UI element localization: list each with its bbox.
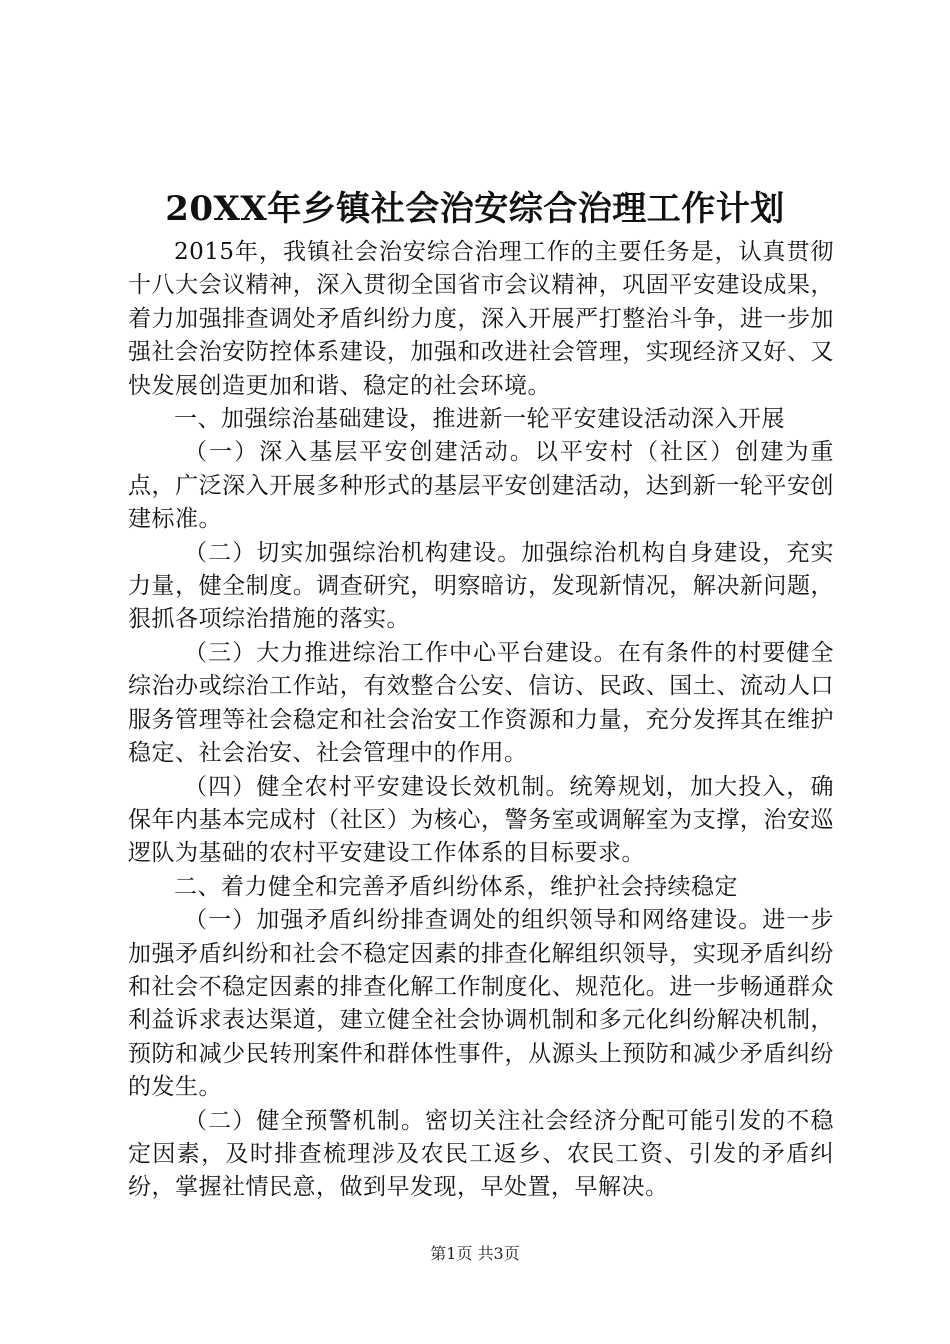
subsection-2-2: （二）健全预警机制。密切关注社会经济分配可能引发的不稳定因素，及时排查梳理涉及农民工返乡、农民工资、引发的矛盾纠纷，掌握社情民意，做到早发现，早处置，早解决。 <box>128 1107 834 1201</box>
subsection-2-1: （一）加强矛盾纠纷排查调处的组织领导和网络建设。进一步加强矛盾纠纷和社会不稳定因素的排查化解组织领导，实现矛盾纠纷和社会不稳定因素的排查化解工作制度化、规范化。进一步畅通群众利益诉求表达渠道，建立健全社会协调机制和多元化纠纷解决机制，预防和减少民转刑案件和群体性事件，从源头上预防和减少矛盾纠纷的发生。 <box>128 907 834 1101</box>
page-number: 第1页 共3页 <box>430 1244 520 1263</box>
section-heading-2: 二、着力健全和完善矛盾纠纷体系，维护社会持续稳定 <box>174 873 738 900</box>
subsection-1-3: （三）大力推进综治工作中心平台建设。在有条件的村要健全综治办或综治工作站，有效整合公安、信访、民政、国土、流动人口服务管理等社会稳定和社会治安工作资源和力量，充分发挥其在维护稳定、社会治安、社会管理中的作用。 <box>128 639 834 767</box>
document-title: 20XX年乡镇社会治安综合治理工作计划 <box>165 189 785 229</box>
subsection-1-1: （一）深入基层平安创建活动。以平安村（社区）创建为重点，广泛深入开展多种形式的基层平安创建活动，达到新一轮平安创建标准。 <box>128 439 834 533</box>
intro-paragraph: 2015年，我镇社会治安综合治理工作的主要任务是，认真贯彻十八大会议精神，深入贯彻全国省市会议精神，巩固平安建设成果，着力加强排查调处矛盾纠纷力度，深入开展严打整治斗争，进一步加强社会治安防控体系建设，加强和改进社会管理，实现经济又好、又快发展创造更加和谐、稳定的社会环境。 <box>128 239 834 399</box>
section-heading-1: 一、加强综治基础建设，推进新一轮平安建设活动深入开展 <box>174 406 785 433</box>
subsection-1-2: （二）切实加强综治机构建设。加强综治机构自身建设，充实力量，健全制度。调查研究，明察暗访，发现新情况，解决新问题，狠抓各项综治措施的落实。 <box>128 539 834 633</box>
document-body <box>128 236 834 1205</box>
subsection-1-4: （四）健全农村平安建设长效机制。统筹规划，加大投入，确保年内基本完成村（社区）为核心，警务室或调解室为支撑，治安巡逻队为基础的农村平安建设工作体系的目标要求。 <box>128 773 834 867</box>
